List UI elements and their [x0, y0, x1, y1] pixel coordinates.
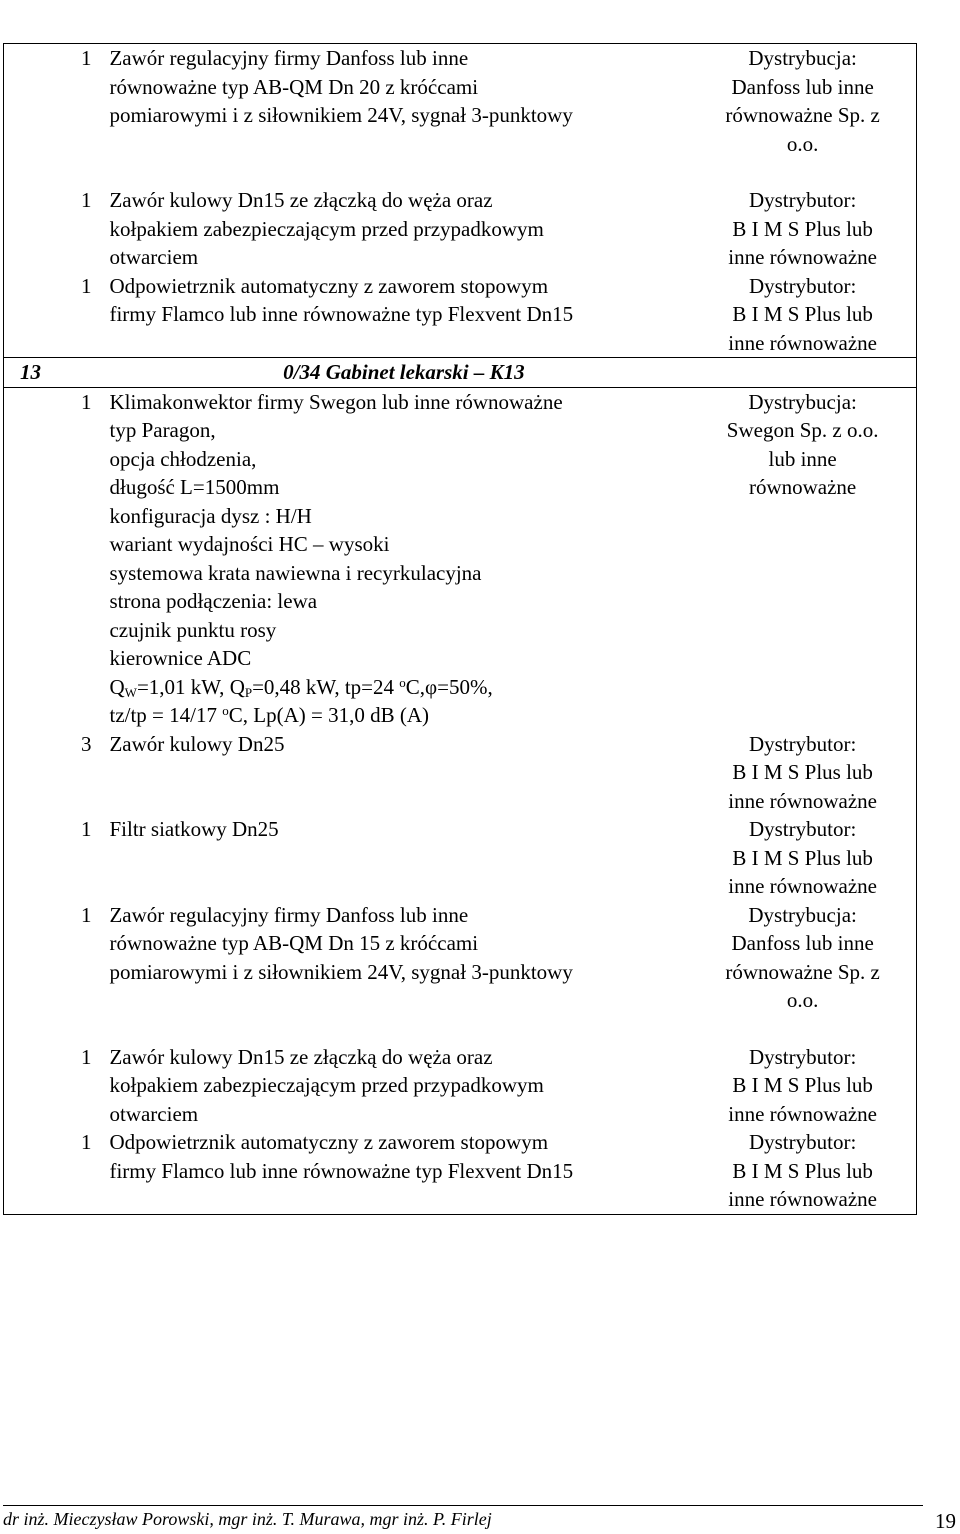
quantity-cell: 1: [80, 273, 92, 298]
room-header-row: [4, 358, 917, 388]
quantity-cell: 1: [71, 387, 94, 730]
table-row: [4, 272, 917, 358]
distributor-cell: Dystrybutor: B I M S Plus lub inne równoważne: [689, 1043, 916, 1129]
description-cell: Klimakonwektor firmy Swegon lub inne równoważne typ Paragon, opcja chłodzenia, długość L=1500mm konfiguracja dysz : H/H wariant wydajności HC – wysoki systemowa krata nawiewna i recyrkulacyjna strona podłączenia: lewa czujnik punktu rosy kierownice ADC $Q_W=1,01$ kW, $Q_P=0,48$ kW, tp=24 $^o$C,φ=50%, tz/tp = 14/17 $^o$C, Lp(A) = 31,0 dB (A): [94, 387, 689, 730]
description-cell: Odpowietrznik automatyczny z zaworem stopowym firmy Flamco lub inne równoważne typ Flexvent Dn15: [109, 273, 574, 326]
description-cell: Zawór kulowy Dn25: [109, 731, 285, 756]
quantity-cell: 1: [80, 902, 92, 927]
distributor-cell: Dystrybutor: B I M S Plus lub inne równoważne: [689, 186, 916, 272]
distributor-cell: Dystrybutor: B I M S Plus lub inne równoważne: [689, 272, 916, 358]
table-row: [4, 387, 917, 730]
table-row: [4, 730, 917, 816]
description-cell: Zawór kulowy Dn15 ze złączką do węża oraz kołpakiem zabezpieczającym przed przypadkowym otwarciem: [109, 1044, 544, 1126]
page-number: 19: [935, 1509, 956, 1533]
capacity-params: $Q_W=1,01$ kW, $Q_P=0,48$ kW, tp=24 $^o$C,φ=50%,: [109, 674, 493, 700]
distributor-cell: Dystrybutor: B I M S Plus lub inne równoważne: [689, 730, 916, 816]
table-row: [4, 901, 917, 1015]
description-cell: Zawór regulacyjny firmy Danfoss lub inne równoważne typ AB-QM Dn 15 z króćcami pomiarowymi i z siłownikiem 24V, sygnał 3-punktowy: [109, 902, 573, 984]
description-cell: Odpowietrznik automatyczny z zaworem stopowym firmy Flamco lub inne równoważne typ Flexvent Dn15: [94, 1128, 689, 1214]
quantity-cell: 1: [80, 817, 92, 841]
description-cell: Zawór kulowy Dn15 ze złączką do węża oraz kołpakiem zabezpieczającym przed przypadkowym otwarciem: [109, 188, 544, 269]
quantity-cell: 1: [80, 188, 92, 212]
footer-divider: [3, 1505, 923, 1506]
distributor-cell: Dystrybutor: B I M S Plus lub inne równoważne: [689, 1128, 916, 1214]
table-row: [4, 1128, 917, 1214]
temperature-params: tz/tp = 14/17 $^o$C, Lp(A) = 31,0 dB (A): [109, 703, 429, 727]
distributor-cell: Dystrybutor: B I M S Plus lub inne równoważne: [689, 815, 916, 901]
quantity-cell: 1: [80, 1044, 92, 1069]
distributor-cell: Dystrybucja: Swegon Sp. z o.o. lub inne równoważne: [689, 387, 916, 730]
distributor-cell: Dystrybucja: Danfoss lub inne równoważne Sp. z o.o.: [689, 901, 916, 1015]
table-row: [4, 815, 917, 901]
description-cell: Filtr siatkowy Dn25: [109, 817, 279, 841]
room-number: 13: [4, 358, 72, 388]
quantity-cell: 1: [71, 1128, 94, 1214]
table-row: [4, 1043, 917, 1129]
distributor-cell: Dystrybucja: Danfoss lub inne równoważne Sp. z o.o.: [689, 44, 916, 159]
description-cell: Zawór regulacyjny firmy Danfoss lub inne równoważne typ AB-QM Dn 20 z króćcami pomiarowymi i z siłownikiem 24V, sygnał 3-punktowy: [94, 44, 689, 159]
table-row: [4, 186, 917, 272]
quantity-cell: 3: [80, 731, 92, 756]
room-title: 0/34 Gabinet lekarski – K13: [71, 358, 689, 388]
equipment-spec-table: [3, 43, 917, 1215]
quantity-cell: 1: [71, 44, 94, 159]
footer-authors: dr inż. Mieczysław Porowski, mgr inż. T. Murawa, mgr inż. P. Firlej: [3, 1509, 492, 1529]
table-row: [4, 44, 917, 159]
